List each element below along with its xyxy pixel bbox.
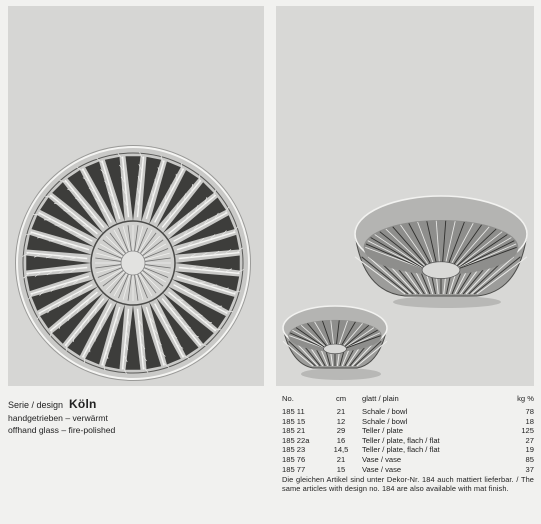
cell-cm: 29 — [336, 426, 346, 436]
plate-photo — [8, 6, 264, 386]
table-row — [282, 436, 534, 446]
cell-no: 185 11 — [282, 407, 305, 416]
header-description: glatt / plain — [362, 394, 399, 403]
koln-plate-image — [8, 6, 264, 386]
availability-note: Die gleichen Artikel sind unter Dekor-Nr. 184 auch mattiert lieferbar. / The same articles with design no. 184 are also available with mat finish. — [282, 475, 534, 494]
series-caption — [8, 398, 268, 437]
large-bowl — [355, 196, 527, 308]
table-header-row — [282, 394, 534, 407]
table-row — [282, 426, 534, 436]
table-row — [282, 455, 534, 465]
koln-bowls-image — [276, 6, 534, 386]
header-kg: kg % — [517, 394, 534, 403]
cell-kg: 37 — [525, 464, 534, 474]
cell-desc: Vase / vase — [362, 464, 402, 474]
header-no: No. — [282, 394, 294, 403]
cell-no: 185 22a — [282, 435, 310, 445]
cell-kg: 85 — [525, 454, 534, 464]
cell-desc: Teller / plate — [362, 426, 403, 436]
cell-desc: Schale / bowl — [362, 407, 408, 416]
plate-glass — [15, 145, 251, 381]
table-row — [282, 465, 534, 475]
cell-cm: 14,5 — [333, 445, 349, 455]
cell-no: 185 76 — [282, 454, 306, 464]
cell-kg: 125 — [521, 426, 534, 436]
cell-kg: 18 — [525, 416, 534, 426]
bowls-photo — [276, 6, 534, 386]
cell-no: 185 15 — [282, 416, 306, 426]
catalog-table-section — [282, 394, 534, 494]
series-label: Serie / design — [8, 400, 64, 410]
cell-no: 185 23 — [282, 445, 306, 455]
series-name: Köln — [69, 397, 97, 411]
cell-desc: Schale / bowl — [362, 416, 408, 426]
series-line — [8, 398, 268, 412]
table-row — [282, 445, 534, 455]
cell-cm: 16 — [336, 435, 346, 445]
cell-kg: 19 — [525, 445, 534, 455]
cell-desc: Teller / plate, flach / flat — [362, 445, 440, 455]
cell-no: 185 77 — [282, 464, 306, 474]
cell-cm: 21 — [336, 454, 346, 464]
small-bowl — [283, 306, 387, 380]
caption-line-english: offhand glass – fire-polished — [8, 425, 116, 435]
header-cm: cm — [335, 394, 347, 403]
cell-cm: 21 — [336, 407, 346, 416]
cell-desc: Teller / plate, flach / flat — [362, 435, 440, 445]
cell-cm: 12 — [336, 416, 346, 426]
cell-cm: 15 — [336, 464, 346, 474]
cell-no: 185 21 — [282, 426, 306, 436]
table-row — [282, 407, 534, 417]
caption-line-german: handgetrieben – verwärmt — [8, 412, 108, 423]
table-row — [282, 417, 534, 427]
cell-desc: Vase / vase — [362, 454, 402, 464]
cell-kg: 78 — [525, 407, 534, 416]
catalog-table — [282, 394, 534, 474]
cell-kg: 27 — [525, 435, 534, 445]
